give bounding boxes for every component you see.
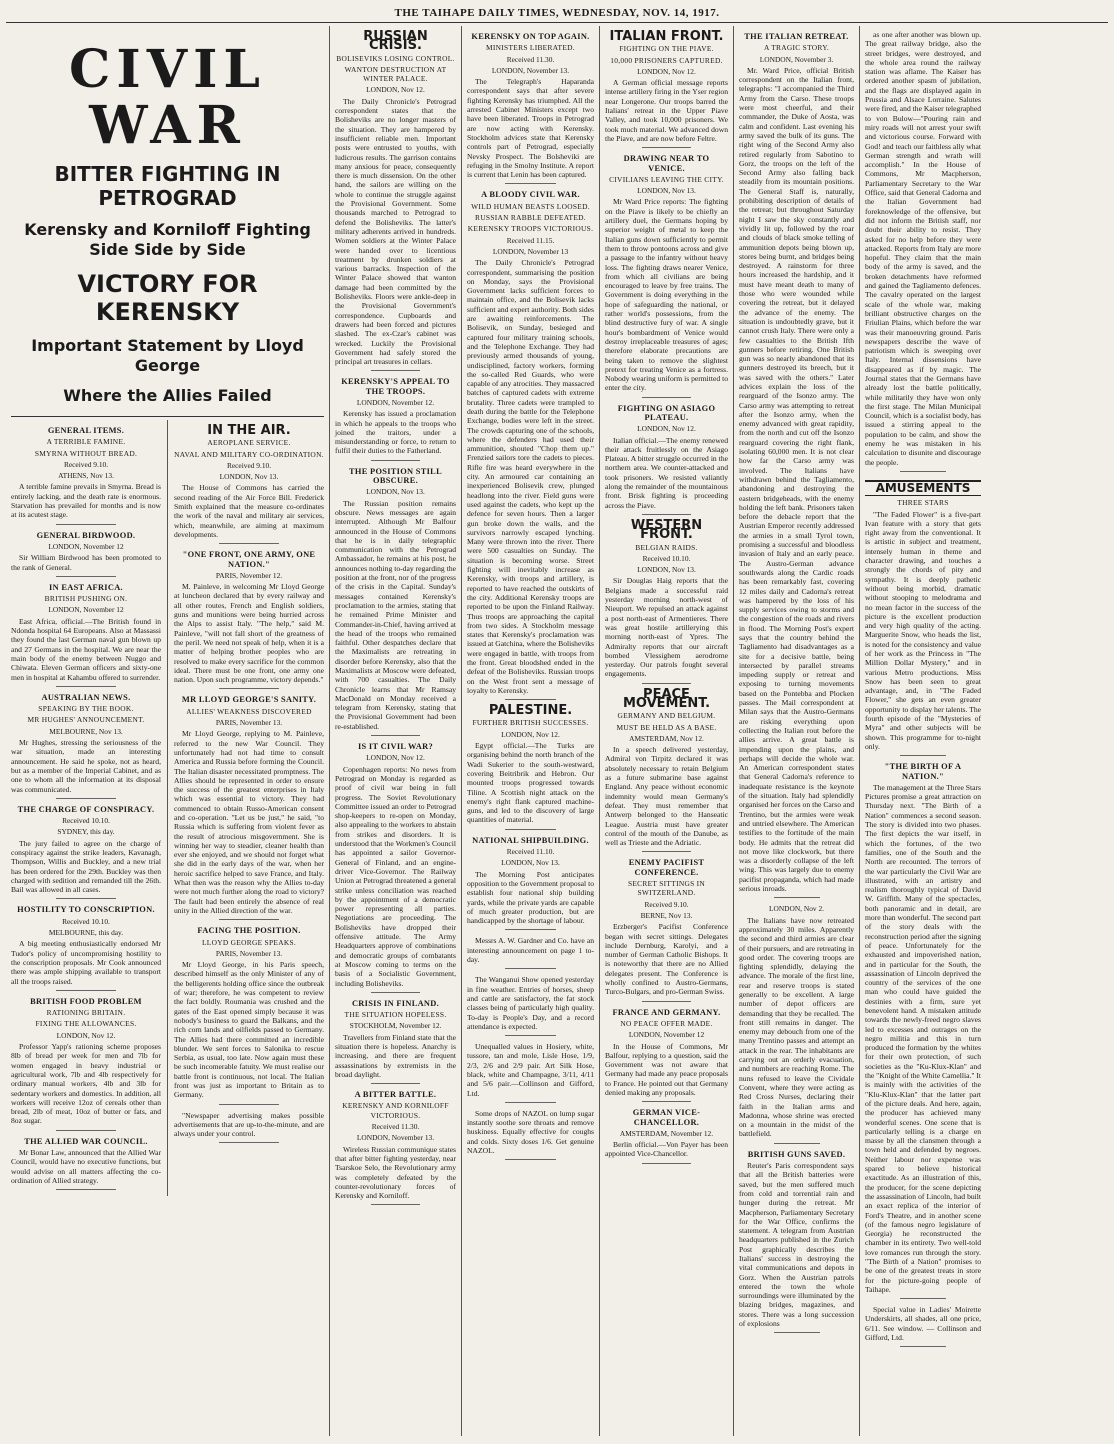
received-time: Received 11.30. (506, 54, 555, 64)
article-heading: "ONE FRONT, ONE ARMY, ONE NATION." (182, 550, 316, 569)
article-separator (642, 851, 691, 852)
article-subheading: THE SITUATION HOPELESS. (344, 1010, 447, 1020)
article (865, 480, 981, 756)
columns (6, 26, 1108, 1436)
article (335, 1090, 456, 1205)
masthead-rule (6, 22, 1108, 23)
article-body: as one after another was blown up. The great railway bridge, also the street bridges, were destroyed, and the whole area round the railway station was aflame. The Kaiser has ordered another spasm of jubilation, and the flags are displayed again in Prussia and Alsace Lorraine. Salutes were fired, and the Kaiser telegraphed to von Bulow—"Pouring rain and miry roads will not arrest your swift and victorious course. Forward with God! and teach our faithless ally what German strength and wrath will accomplish." In the House of Commons, Mr Macpherson, Parliamentary Secretary to the War Office, said that General Cadorna and the Italian Government had foreknowledge of the offensive, but did not inform the British staff, nor doubt their ability to resist. They asked for no help before they were attacked. Reports from Italy are more hopeful. They claim that the main body of the army is saved, and the broken detachments have reformed and gained the Tagliamento defences. The cavalry operated on the largest scale of the whole war, making brilliant obstructive charges on the Friulian Plains, which before the war was their manoeuvring ground. Paris newspapers describe the wave of patriotism which is sweeping over Italy. Internal dissensions have disappeared as if by magic. The Journal states that the Germans have already lost the battle politically, while militarily they have won only the first stage. The Milan Municipal Council, which is a socialist body, has issued a stirring appeal to the population to be calm, and show the enemy he was mistaken in his calculation to disunite and discourage the people. (865, 30, 981, 467)
column-2 (330, 26, 462, 1436)
article (467, 836, 594, 931)
article-heading: THE POSITION STILL OBSCURE. (349, 466, 442, 486)
column-5 (734, 26, 860, 1436)
article (467, 975, 594, 1036)
dateline: LONDON, November 12 (48, 541, 124, 551)
article-subheading: WILD HUMAN BEASTS LOOSED. (471, 201, 590, 211)
article (605, 1108, 728, 1163)
column-1 (6, 26, 330, 1436)
article-separator (900, 1346, 946, 1347)
article-separator (56, 798, 116, 799)
article-subheading: THREE STARS (897, 498, 949, 508)
dateline: LONDON, November 12 (628, 1030, 705, 1040)
dateline: LONDON, Nov 13. (637, 565, 696, 575)
dateline: LONDON, November 13. (491, 65, 570, 75)
article-body: Erzberger's Pacifist Conference began with secret sittings. Delegates include Dernburg, Karolyi, and a number of German Catholic Bishops. It is noteworthy that there are no Allied delegates present. The Conference is wholly confined to Austro-Germans, Turco-Bulgars, and pro-German Swiss. (605, 922, 728, 997)
article-subheading: CIVILIANS LEAVING THE CITY. (609, 174, 724, 184)
article-body: Mr Ward Price reports: The fighting on the Piave is likely to be chiefly an artillery duel, the Germans hoping by superior weight of metal to keep the Italian guns down sufficiently to permit them to throw pontoons across and give a passage to the infantry without heavy loss. The fighting draws nearer Venice, from which all civilians are being encouraged to leave by free trains. The Government is doing everything in the hope of safeguarding the national, or rather world's possessions, from the blind destructive fury of war. A single hour's bombardment of Venice would destroy irreplaceable treasures of ages; therefore elaborate precautions are being taken to remove the slightest pretext for treating Venice as a fortress. Nobody wearing uniform is permitted to enter the city. (605, 197, 728, 393)
headline-petrograd: BITTER FIGHTING IN PETROGRAD (54, 162, 281, 210)
article-subheading: RATIONING BRITAIN. (46, 1008, 126, 1018)
article-body: Mr. Ward Price, official British correspondent on the Italian front, telegraphs: "I accompanied the Third Army from the Carso. These troops were most cheerful, and their commander, the Duke of Aosta, was calm and confident. Last evening his army saved the bulk of its guns. The right wing of the Second Army also retired regularly from Sabotino to Gorz, the troops on the left of the Second Army also falling back steadily from its mountain positions. The General Staff is, naturally, prohibiting description of details of the retreat; but throughout Saturday night I saw the sky constantly and vividly lit up, followed by the roar and clouds of black smoke telling of ammunition depots being blown up, stores being burnt, and bridges being destroyed. A rainstorm for three hours increased the hardship, and it must have meant death to many of those who were wounded while covering the retreat, but it delayed the advance of the enemy. The situation is undoubtedly grave, but it cannot crush Italy. There were only a few casualties to the British Ifth gunners before retiring. One British gun was so nearly abandoned that its gunners destroyed its breech, but it was saved with the others." Later advices explain the loss of the rearguard of the Isonzo army. The Carso army was attempting to retreat after the Isonzo army, when the enemy advanced with great rapidity, from the north and cut off the Isonzo rearguard covering the right flank, isolating 60,000 men. It is not clear how far the Carso army was involved. The Italians have withdrawn behind the Tagliamento, abandoning and destroying the eastern bridgeheads, with the enemy holding the left bank. Prisoners taken before the debacle report that the Austrian Emperor recently addressed the armies in a small Tyrol town, promising a successful and bloodless invasion of Italy and an early peace. The Austro-German advance southwards along the Cardic roads has been remarkably fast, covering 12 miles daily and Cadorna's retreat was hampered by the loss of his supply services owing to storms and the congestion of the roads and rivers in flood. The Morning Post's expert says that the country behind the Tagliamento had disadvantages as a site for a decisive battle, being intersected by parallel streams impeding supply or retreat and exposing to turning movements based on the Pontebba and Plocken passes. The Mail correspondent at Milan says that the Austro-Germans are risking everything upon collecting the Italian rout before the allies arrive. A great battle is impending upon the plains, and perhaps will decide the whole war. An American correspondent states that General Cadorna's reference to inadequate resistance is the keynote of the situation. Italy had splendidly organised her forces on the Carso and Trentino, but the armies were weak and untried elsewhere. The American testifies to the fortitude of the main body. He admits that the retreat did not move like clockwork, but there was a disorderly collapse of the left wing. This was largely due to enemy pacifist propaganda, which had made serious inroads. (739, 65, 854, 894)
article-heading: A BITTER BATTLE. (354, 1090, 437, 1100)
article-headline: PEACE MOVEMENT. (622, 686, 711, 711)
article-subheading: KERENSKY AND KORNILOFF VICTORIOUS. (342, 1101, 449, 1120)
article-separator (642, 683, 691, 684)
front-rule (11, 416, 324, 417)
headline-victory: VICTORY FOR KERENSKY (77, 270, 258, 326)
received-time: Received 10.10. (642, 553, 691, 563)
article (335, 377, 456, 460)
article-body: Mr Lloyd George, in his Paris speech, described himself as the only Minister of any of the belligerents holding office since the outbreak of war; therefore, he was competent to review the fact boldly. Roumania was crushed and the gates of the East opened simply because it was nobody's business to guard the Balkans, and the rich corn lands and oilfields passed to Germany. The Allies had there committed an incredible blunder. We sent forces to Salonika to rescue Serbia, as usual, too late. Now again must these be such incomerable fatuity. We must realise our battle front is continuous, not local. The Italian front was just as important to Britain as to Germany. (174, 960, 324, 1100)
dateline: LONDON, November 13 (492, 246, 569, 256)
article-body: The Wanganui Show opened yesterday in fine weather. Entries of horses, sheep and cattle are satisfactory, the fat stock classes being of particularly high quality. To-day is People's Day, and a record attendance is expected. (467, 975, 594, 1031)
article-heading: FIGHTING ON ASIAGO PLATEAU. (617, 403, 716, 422)
article-heading: ENEMY PACIFIST CONFERENCE. (628, 858, 705, 877)
article-body: Mr Lloyd George, replying to M. Painleve, referred to the new War Council. They unfortunately had not had time to consult America and Russia before forming the Council. The Italian disaster necessitated promptness. The Allies should be represented in order to ensure the success of the greatest enterprises in Italy which was essential to victory. They had commenced to obtain Russo-American consent and co-operation. "Let us be just," he said, "to Russia which is suffering from violent fever as the result of atrocious misgovernment. She is winning her way to steadier, cleaner health than ever she enjoyed, and we should not forget what she did in the early days of the war, when her heroic sacrifice helped to save France, and Italy. What then was the reason why the Allies to-day were not much further along the road to victory? The fault had been entirely the absence of real unity in the Allied direction of the war. (174, 729, 324, 915)
article-subheading: BRITISH PUSHING ON. (44, 594, 128, 604)
dateline: LONDON, November 12. (356, 397, 435, 407)
article-subheading: BELGIAN RAIDS. (635, 542, 698, 552)
received-time: Received 11.30. (371, 1122, 420, 1132)
article-subheading: A TRAGIC STORY. (763, 43, 830, 53)
article (11, 805, 161, 900)
article (467, 936, 594, 969)
article-separator (774, 1143, 820, 1144)
article (605, 154, 728, 397)
received-time: Received 10.10. (62, 816, 110, 826)
article-body: The Telegraph's Haparanda correspondent says that after severe fighting Kerensky has triumphed. All the arrested Cabinet Ministers except two have been liberated. Troops in Petrograd are now acting with Kerensky. Stockholm advices state that Kerensky controls part of Petrograd, especially Nevsky Prospect. The Bolsheviki are refuging in the Smolny Institute. A report is current that Lenin has been captured. (467, 77, 594, 180)
article-separator (642, 1001, 691, 1002)
article-subheading: ALLIES' WEAKNESS DISCOVERED (186, 706, 312, 716)
article-separator (774, 897, 820, 898)
article-subheading: RUSSIAN RABBLE DEFEATED. (475, 213, 586, 223)
dateline: LONDON, November 13. (356, 1133, 435, 1143)
article-headline: WESTERN FRONT. (630, 517, 703, 543)
article (605, 1008, 728, 1103)
article-separator (371, 992, 419, 993)
article-body: A German official message reports intense artillery firing in the Yser region near Longerone. Our troops barred the Italians' retreat in the Upper Piave Valley, and took 10,000 prisoners. We took much material. We advanced down the Piave, and are now before Feltre. (605, 78, 728, 143)
dateline: BERNE, Nov 13. (640, 910, 693, 920)
article-subheading: NAVAL AND MILITARY CO-ORDINATION. (174, 449, 324, 459)
dateline: LONDON, Nov 2. (768, 904, 824, 914)
article (335, 467, 456, 736)
article-separator (371, 735, 419, 736)
article-separator (371, 1083, 419, 1084)
dateline: AMSTERDAM, Nov 12. (629, 733, 704, 743)
article-separator (642, 147, 691, 148)
article-heading: BRITISH GUNS SAVED. (747, 1149, 846, 1159)
article-separator (56, 524, 116, 525)
article-subheading: SECRET SITTINGS IN SWITZERLAND. (627, 879, 706, 898)
article-separator (505, 968, 556, 969)
article-separator (219, 543, 279, 544)
article-body: Travellers from Finland state that the situation there is hopeless. Anarchy is increasing, and there are frequent assassinations by extremists in the broad daylight. (335, 1032, 456, 1079)
front-subcolumns (11, 420, 324, 1196)
article-body: Copenhagen reports: No news from Petrograd on Monday is regarded as proof of civil war being in full progress. The Soviet Revolutionary Committee issued an order to Petrograd shop-keepers to re-open on Monday, also appealing to the workers to abstain from strikes and disorders. It is understood that the Workmen's Council has appointed a sailor Governor-General of Finland, and an engine-driver Vice-Governor. The Railway Union at Petrograd threatened a general strike unless conciliation was reached by the appointment of a democratic power representing all parties. Negotiations are proceeding. The Bolisheviks have dropped their offensive attitude. The Army Headquarters approve of combinations and democratic groups of combatants at Moscow coming to terms on the basis of a Socialistic Government, including Bolisheviks. (335, 764, 456, 988)
article (739, 32, 854, 898)
received-time: Received 11.10. (506, 847, 555, 857)
article-separator (56, 1189, 116, 1190)
article (174, 423, 324, 544)
article (335, 999, 456, 1084)
article (174, 695, 324, 920)
article (605, 686, 728, 853)
article (11, 997, 161, 1131)
article-separator (219, 1104, 279, 1105)
article-subheading: GERMANY AND BELGIUM. (617, 711, 716, 721)
article-separator (505, 183, 556, 184)
article-separator (642, 514, 691, 515)
article-heading: GENERAL ITEMS. (47, 426, 125, 435)
article-subheading: BOLISEVIKS LOSING CONTROL. (336, 53, 455, 63)
article-heading: GERMAN VICE-CHANCELLOR. (632, 1108, 701, 1127)
article (739, 904, 854, 1143)
article-separator (900, 755, 946, 756)
article-body: Italian official.—The enemy renewed their attack fruitlessly on the Asiago Plateau. A bitter struggle occurred in the northern area. We counter-attacked and took prisoners. We resisted valiantly along the remainder of the mountainous front. Brisk fighting is proceeding across the Piave. (605, 435, 728, 510)
dateline: LONDON, Nov 12. (56, 1030, 116, 1040)
article-body: Mr Hughes, stressing the seriousness of the war situation, made an interesting announcement. He said he spoke, not as heard, but as a member of the Imperial Cabinet, and as one to whom all the information at its disposal was communicated. (11, 738, 161, 794)
dateline: LONDON, Nov 13. (219, 472, 279, 482)
article-heading: GENERAL BIRDWOOD. (36, 530, 136, 540)
article-separator (56, 990, 116, 991)
article-separator (56, 686, 116, 687)
received-time: Received 9.10. (63, 459, 109, 469)
article-heading: THE ITALIAN RETREAT. (744, 32, 849, 41)
article-body: In the House of Commons, Mr Balfour, replying to a question, said the Government was not aware that Germany had made any peace proposals to France. He pointed out that Germany denied making any proposals. (605, 1041, 728, 1097)
dateline: SYDNEY, this day. (57, 827, 115, 837)
headline-kerensky-korniloff: Kerensky and Korniloff Fighting Side Side by Side (24, 220, 311, 259)
dateline: LONDON, Nov 12. (637, 424, 696, 434)
article-heading: KERENSKY ON TOP AGAIN. (471, 32, 590, 41)
article-heading: BRITISH FOOD PROBLEM (30, 996, 142, 1006)
article-subheading: FIGHTING ON THE PIAVE. (619, 44, 714, 54)
article-separator (505, 699, 556, 700)
article-body: The jury failed to agree on the charge of conspiracy against the strike leaders, Kavanagh, Thompson, Willis and Buckley, and a new trial has been ordered for the 29th. Buckley was then charged with sedition and remanded till the 26th. Bail was allowed in all cases. (11, 838, 161, 895)
received-time: Received 11.15. (506, 235, 555, 245)
dateline: LONDON, Nov 12. (637, 66, 696, 76)
article-heading: KERENSKY'S APPEAL TO THE TROOPS. (341, 377, 450, 396)
article-body: The House of Commons has carried the second reading of the Air Force Bill. Frederick Smith explained that the measure co-ordinates the work of the naval and military air services, which, meanwhile, are aiming at maximum developments. (174, 483, 324, 539)
article-subheading: KERENSKY TROOPS VICTORIOUS. (467, 224, 594, 234)
article-body: Sir William Birdwood has been promoted to the rank of General. (11, 553, 161, 572)
masthead: THE TAIHAPE DAILY TIMES, WEDNESDAY, NOV. 14, 1917. (394, 7, 720, 19)
article (467, 190, 594, 700)
article-body: A big meeting enthusiastically endorsed Mr Tudor's policy of uncompromising hostility to the conscription proposals. Mr Cook announced there was ample shipping available to transport all the troops raised. (11, 939, 161, 986)
dateline: ATHENS, Nov 13. (58, 471, 114, 481)
received-time: Received 9.10. (644, 899, 689, 909)
article-subheading: SPEAKING BY THE BOOK. (38, 704, 134, 714)
article (865, 1305, 981, 1347)
article-separator (900, 471, 946, 472)
article-headline: IN THE AIR. (207, 423, 291, 438)
article-subheading: FIXING THE ALLOWANCES. (35, 1019, 137, 1029)
article-heading: "THE BIRTH OF A NATION." (884, 762, 962, 781)
article (605, 404, 728, 515)
dateline: MELBOURNE, Nov 13. (49, 726, 123, 736)
dateline: LONDON, Nov 12. (501, 729, 560, 739)
column-3 (462, 26, 600, 1436)
article-body: In a speech delivered yesterday, Admiral von Tirpitz declared it was absolutely necessary to retain Belgium as a future submarine base against England. Any peace without economic indemnity would mean Germany's defeat. They must remember that Antwerp belonged to the Hanseatic League. Austria must have greater control of the mouth of the Danube, as well as Trieste and the Adriatic. (605, 745, 728, 848)
dateline: LONDON, Nov 13. (501, 858, 560, 868)
dateline: STOCKHOLM, November 12. (349, 1021, 442, 1031)
article-heading: THE ALLIED WAR COUNCIL. (24, 1136, 148, 1146)
article-subheading: SMYRNA WITHOUT BREAD. (34, 448, 138, 458)
article-separator (505, 1035, 556, 1036)
dateline: PARIS, November 13. (215, 948, 283, 958)
article-subheading: FURTHER BRITISH SUCCESSES. (472, 718, 589, 728)
article (174, 1111, 324, 1144)
dateline: LONDON, Nov 12. (366, 753, 425, 763)
article-body: "The Faded Flower" is a five-part Ivan feature with a story that gets right away from the conventional. It is artistic in subject and treatment, intensely human in theme and character drawing, and touches a strongly the chords of pity and sympathy. It is deeply pathetic without being morbid, dramatic without stooping to melodrama and no mean factor in the success of the picture is the excellent production and very high quality of the acting. Marguerite Snow, who heads the list, is noted for the consistency and value of her work as the Princess in "The Million Dollar Mystery," and in various Metro productions. Miss Snow has been seen to great advantage, and, in "The Faded Flower," she gets an even greater opportunity to display her talents. The fourth episode of the "Mysteries of Myra" and other subjects will be shown. This programme for to-night only. (865, 509, 981, 751)
article (467, 1109, 594, 1160)
dateline: LONDON, Nov 12. (366, 85, 425, 95)
dateline: MELBOURNE, this day. (48, 928, 124, 938)
article-separator (371, 370, 419, 371)
article-body: Kerensky has issued a proclamation in which he appeals to the troops who joined the traitors, under a misunderstanding or force, to return to fulfil their duties to the Fatherland. (335, 409, 456, 456)
article-subheading: MR HUGHES' ANNOUNCEMENT. (27, 715, 145, 725)
article-body: The Daily Chronicle's Petrograd correspondent states that the Bolisheviks are no longer masters of the situation. They are hampered by insufficient reliable men. Important posts were entrusted to youths, with ludicrous results. The garrison contains many anxious for peace, consequently there is much dissension. On the other hand, the sailors are willing on the whole to continue the struggle against the Provisional Government. Some thousands marched to Petrograd to defend the Bolisheviks. The latter's military adherents arrived in hundreds. Women soldiers at the Winter Palace were handed over to licentious treatment by drunken soldiers at various barracks. Inspection of the Winter Palace showed that wanton damage had been committed by the Bolisheviks. Floors were ankle-deep in the Provisional Government's correspondence. Cupboards and drawers had been forced and pictures slashed. The ex-Czar's cabinet was wrecked. Luckily the Provisional Government had safely stored the principal art treasures in cellars. (335, 96, 456, 367)
column-4 (600, 26, 734, 1436)
article-heading: IS IT CIVIL WAR? (357, 742, 433, 752)
article-body: Unequalled values in Hosiery, white, tussore, tan and mole, Lisle Hose, 1/9, 2/3, 2/6 and 2/9 pair. Art Silk Hose, black, white and Champagne, 3/11, 4/11 and 5/6 pair.—Collinson and Gifford, Ltd. (467, 1042, 594, 1098)
article-separator (642, 1163, 691, 1164)
article (605, 517, 728, 684)
article-separator (371, 1204, 419, 1205)
article-heading: A BLOODY CIVIL WAR. (481, 190, 580, 200)
section-heading: AMUSEMENTS (865, 480, 981, 496)
article-subheading: AEROPLANE SERVICE. (207, 438, 291, 448)
article-body: Egypt official.—The Turks are organising behind the north branch of the Wadi Sukerier to the south-westward, covering Beitribrik and Hebron. Our mounted troops progressed towards Tiline. A Scottish night attack on the enemy's right flank captured machine-guns, and led to the discovery of large quantities of material. (467, 741, 594, 825)
article-subheading: LLOYD GEORGE SPEAKS. (201, 937, 297, 947)
article-body: Messrs A. W. Gardner and Co. have an interesting announcement on page 1 to-day. (467, 936, 594, 965)
article-body: The Morning Post anticipates opposition to the Government proposal to establish four national ship building yards, while the private yards are capable of much greater production, but are handicapped by the shortage of labour. (467, 869, 594, 926)
article-heading: FRANCE AND GERMANY. (612, 1007, 721, 1017)
article (865, 30, 981, 472)
article (11, 1137, 161, 1190)
article-separator (219, 1142, 279, 1143)
article-separator (219, 688, 279, 689)
article-separator (505, 1159, 556, 1160)
article-heading: MR LLOYD GEORGE'S SANITY. (181, 695, 317, 705)
article-heading: DRAWING NEAR TO VENICE. (623, 154, 710, 173)
dateline: LONDON, November 12 (48, 605, 124, 615)
article-body: M. Painleve, in welcoming Mr Lloyd George at luncheon declared that by every railway and all other routes, French and English soldiers, guns and munitions were being hurried across the Alps to assist Italy. "The help," said M. Painleve, "will not fall short of the greatness of the peril. We need not speak of help, when it is a matter of helping brother peoples who are resolved to make every sacrifice for the common ideal. There must be one front, one army one nation. Upon such programme, victory depends." (174, 582, 324, 685)
column-6 (860, 26, 986, 1436)
subcolumn-a (11, 420, 168, 1196)
article-heading: NATIONAL SHIPBUILDING. (472, 835, 589, 845)
article (467, 32, 594, 184)
article-heading: HOSTILITY TO CONSCRIPTION. (17, 905, 155, 915)
article (605, 858, 728, 1001)
received-time: Received 9.10. (226, 460, 272, 470)
headline-lloyd-george: Important Statement by Lloyd George (31, 336, 304, 375)
article-body: The Daily Chronicle's Petrograd correspondent, summarising the position on Monday, says the Provisional Government lacks sufficient forces to maintain office, and the Bolisevik lacks sufficient and expert authority. Both sides are awaiting reinforcements. The Bolisevik, on Sunday, besieged and captured four military training schools, and the Telephone Exchange. They had previously armed thousands of young, undisciplined, factory workers, forming the so-called Red Guards, who were capable of any atrocities. They massacred batches of captured cadets with extreme brutality. Three cadets were trampled to death during the battle for the Telephone Exchange, bodies were left in the street. The crowds capturing one of the schools, where the defenders had used their ammunition, shouted "Chop them up." Frenzied sailors tore the cadets to pieces. Rifle fire was heard everywhere in the city. An armoured car containing an inexperienced Bolisevik crew, plunged headlong into the river. Field guns were used against the cadets, who kept up the defence for seven hours. Then a larger gun broke down the walls, and the survivors narrowly escaped lynching. Many were thrown into the river. There were 500 casualties on Sunday. The situation is becoming worse. Street fighting will inevitably increase as Kerensky, with troops and artillery, is reported to have reached the outskirts of the city. Additional Kerensky troops are reported to be upon the Finland Railway. Thus troops are approaching the capital from two sides. A Stockholm message states that Kerensky's proclamation was issued at Gatchina, where the Bolisheviks were engaged in battle, with troops from the front. Great bloodshed ended in the defeat of the Bolisheviks. Russian troops on the West front sent a message of loyalty to Kerensky. (467, 258, 594, 695)
article-heading: AUSTRALIAN NEWS. (41, 692, 131, 702)
article-subheading: 10,000 PRISONERS CAPTURED. (610, 55, 723, 65)
article (605, 29, 728, 148)
article (11, 693, 161, 799)
article-separator (505, 929, 556, 930)
article-body: East Africa, official.—The British found in Ndonda hospital 64 Europeans. Also at Massassi they found the last German naval gun blown up and 27 Germans in the hospital. We are near the main body of the enemy between Nuggo and Chiwata. Eleven German officers and sixty-one men in hospital at Kahambu offered to surrender. (11, 616, 161, 682)
article (174, 550, 324, 689)
article (335, 742, 456, 993)
headline-allies-failed: Where the Allies Failed (63, 386, 272, 405)
article-body: Berlin official.—Von Payer has been appointed Vice-Chancellor. (605, 1140, 728, 1159)
dateline: LONDON, November 3. (759, 54, 834, 64)
article-headline: PALESTINE. (488, 703, 573, 719)
article (174, 926, 324, 1104)
article (467, 703, 594, 830)
article-heading: FACING THE POSITION. (197, 926, 301, 936)
article-body: The Italians have now retreated approximately 30 miles. Apparently the second and third armies are clear of their pursuers, and are retreating in good order. The covering troops are fighting splendidly, delaying the advance. The morale of the first line, rear and reserve troops is stated generally to be excellent. A large number of depot officers are demanding that they be recalled. The front still remains in danger. The enemy may debouch from one of the many Trentino passes and attempt an attack in the rear. The inhabitants are carrying out an orderly evacuation, and numbers are reaching Rome. The nuns refused to leave the Cividale Convent, where they were acting as Red Cross Nurses, declaring their faith in the Italian arms and Madonna, whose shrine was erected on a mountain in the midst of the battlefield. (739, 915, 854, 1139)
article-subheading: MUST BE HELD AS A BASE. (616, 722, 717, 732)
article-body: The management at the Three Stars Pictures promise a great attraction on Thursday next. "The Birth of a Nation" commences a second season. The story is divided into two phases. The first depicts the war itself, in which the fortunes, of the two families, one of the South and the North are recounted. The terrors of the war particularly the Civil War are illustrated, with an artistry and realism thoroughly typical of David W. Griffith. Many of the spectacles, both panoramic and in detail, are more than wonderful. The second part of the story deals with the reconstruction period after the signing of peace. Unfortunately for the exhausted and impoverished nation, and in particular for the South, the assassination of Lincoln deprived the country of the services of the one man who could have guided the destinies with a firm, sure yet benevolent hand. A mistaken attitude towards the newly-freed negro slaves led to excesses and outrages on the negro militia and this in turn produced the formation by the whites for their own protection, of such societies as the "Ku-Klux-Klan" and the "Knight of the White Camellia." It is mainly with the activities of the "Klu-Klux-Klan" that the latter part of the picture deals. And here, again, the producer has achieved many wonderful scenes. One scene that is particularly telling is a charge en masse by all the clansmen through a town held and defended by negroes. Neither labour nor expense was spared to believe historical exactitude. As an illustration of this, the producer, for the scene depicting the assassination of Lincoln, had built an exact replica of the interior of Ford's Theatre, and in another scene (of the famous negro legislature of Georgia) he reconstructed the chamber in its entirety. Two well-told love romances run through the story. "The Birth of a Nation" promises to be one of the greatest treats in store for the picture-going people of Taihape. (865, 782, 981, 1294)
article-body: Professor Yapp's rationing scheme proposes 8lb of bread per week for men and 7lb for women engaged in heavy industrial or agricultural work, 7lb and 4lb respectively for ordinary manual workers, 4lb and 3lb for sedentary workers and domestics. In addition, all workers will receive 12oz of cereals other than bread, 2lb of meat, 10oz of butter or fats, and 8oz sugar. (11, 1042, 161, 1126)
article-heading: IN EAST AFRICA. (49, 582, 123, 592)
article-body: Special value in Ladies' Moirette Underskirts, all shades, all one price, 6/11. See window. — Collinson and Gifford, Ltd. (865, 1305, 981, 1343)
article-body: Wireless Russian communique states that after bitter fighting yesterday, near Tsarskoe Selo, the Revolutionary army was completely defeated by the counter-revolutionary forces of Kerensky and Korniloff. (335, 1144, 456, 1201)
article-body: "Newspaper advertising makes possible advertisements that are up-to-the-minute, and are always under your control. (174, 1110, 324, 1139)
article-headline: ITALIAN FRONT. (609, 29, 724, 44)
article-separator (56, 1130, 116, 1131)
article-subheading: NO PEACE OFFER MADE. (620, 1018, 713, 1028)
article-body: Reuter's Paris correspondent says that all the British batteries were saved, but the men suffered much from cold and torrential rain and hunger during the retreat. Mr Macpherson, Parliamentary Secretary for the War Office, confirms the statement. A telegram from Austrian headquarters published in the Zurich Post graphically describes the Italians' success in destroying the vital communications and depots in Gorz. When the Austrian patrols entered the town the whole surroundings were illuminated by the blazing bridges, magazines, and stores. There was a long succession of explosions (739, 1161, 854, 1329)
article-separator (642, 397, 691, 398)
dateline: PARIS, November 12. (215, 570, 283, 580)
dateline: PARIS, November 13. (215, 718, 283, 728)
article-subheading: MINISTERS LIBERATED. (486, 43, 575, 53)
article (11, 583, 161, 687)
article-separator (900, 1298, 946, 1299)
article-separator (56, 576, 116, 577)
article-heading: CRISIS IN FINLAND. (351, 998, 440, 1008)
article (11, 531, 161, 577)
article-separator (505, 829, 556, 830)
article-separator (371, 460, 419, 461)
article (11, 426, 161, 525)
article-separator (774, 1332, 820, 1333)
article-body: Some drops of NAZOL on lump sugar instantly soothe sore throats and remove huskiness. Equally effective for coughs and colds. Sixty doses 1/6. Get genuine NAZOL. (467, 1108, 594, 1156)
received-time: Received 10.10. (62, 916, 110, 926)
article-body: Sir Douglas Haig reports that the Belgians made a successful raid yesterday morning north-west of Nieuport. We repulsed an attack against a post north-east of Armentieres. There was great hostile artillerying this morning north-east of Ypres. The Admiralty reports that our aircraft bombed Vlessighem aerodrome yesterday. Our patrols fought several engagements. (605, 576, 728, 679)
headline-civil-war: CIVIL WAR (69, 39, 266, 156)
article (467, 1042, 594, 1103)
dateline: AMSTERDAM, November 12. (619, 1128, 714, 1138)
article (335, 29, 456, 371)
article-headline: RUSSIAN CRISIS. (363, 29, 428, 54)
dateline: LONDON, Nov 13. (366, 487, 425, 497)
article (11, 905, 161, 990)
article (739, 1150, 854, 1334)
article-heading: THE CHARGE OF CONSPIRACY. (17, 804, 155, 814)
article-body: A terrible famine prevails in Smyrna. Bread is entirely lacking, and the death rate is enormous. Starvation has prevailed for months and is now at its acutest stage. (11, 482, 161, 520)
article-separator (505, 1102, 556, 1103)
article-body: Mr Bonar Law, announced that the Allied War Council, would have no executive functions, but would advise on all matters affecting the co-ordination of Allied strategy. (11, 1148, 161, 1185)
article-separator (219, 919, 279, 920)
article-separator (56, 898, 116, 899)
article-subheading: A TERRIBLE FAMINE. (46, 437, 126, 447)
dateline: LONDON, Nov 13. (637, 186, 696, 196)
article (865, 762, 981, 1299)
article-separator (642, 1101, 691, 1102)
article-body: The Russian position remains obscure. News messages are again interrupted. Although Mr Balfour announced in the House of Commons that he is in daily telegraphic communication with the Petrograd Ambassador, he remains at his post, he announces nothing to-day regarding the position at the front, nor of the progress of the crisis in the Capital. Sunday's messages contained Kerensky's proclamation to the armies, stating that he remained Prime Minister and Commander-in-Chief, having arrived at the head of the troops who remained faithful. Other despatches declare that the Maximalists are retreating in disorder before Kerensky, also that the Maximalists at Moscow were defeated, with 700 casualties. The Daily Chronicle learns that Mr Ramsay MacDonald on Monday received a telegram from Kerensky, stating that the Provisional Government had been re-established. (335, 498, 456, 731)
article-subheading: WANTON DESTRUCTION AT WINTER PALACE. (344, 64, 447, 84)
subcolumn-b (174, 420, 324, 1196)
